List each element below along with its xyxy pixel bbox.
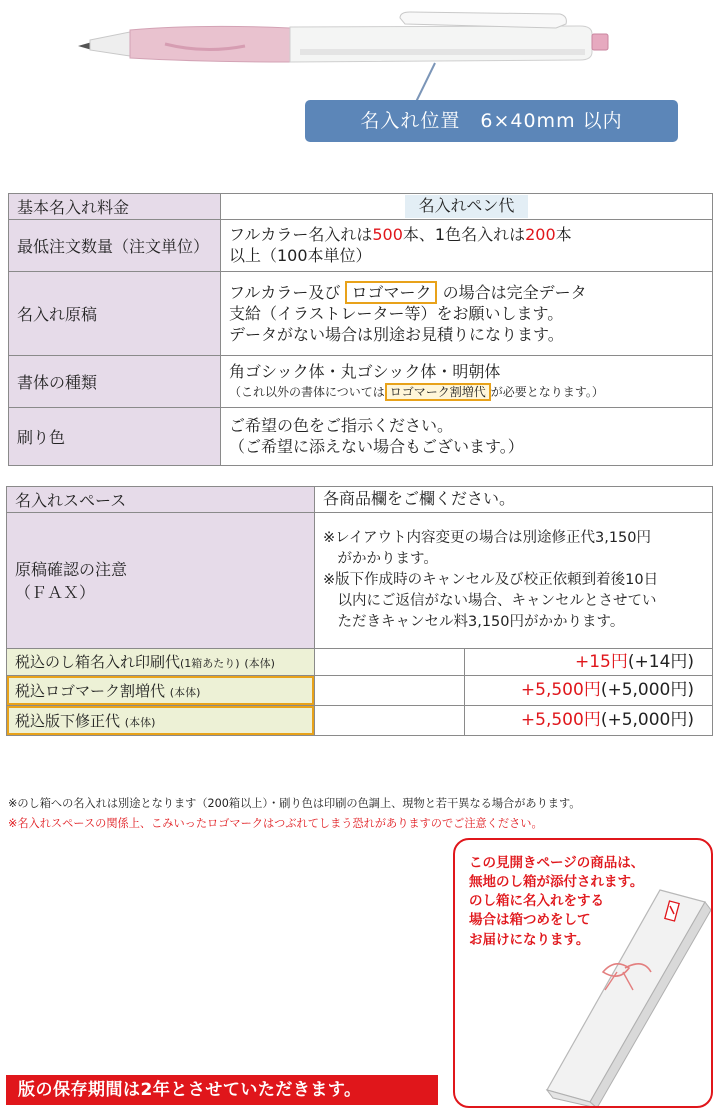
logo-fee-highlight: ロゴマーク割増代 bbox=[385, 383, 491, 401]
font-type-value: 角ゴシック体・丸ゴシック体・明朝体 （これ以外の書体については ロゴマーク割増代 が必要となります。） bbox=[221, 356, 713, 408]
table-row bbox=[9, 356, 713, 408]
pointer-line bbox=[415, 63, 435, 104]
pen-body bbox=[290, 26, 592, 62]
note-noshi: ※のし箱への名入れは別途となります（200箱以上）・刷り色は印刷の色調上、現物と若干異なる場合があります。 bbox=[8, 797, 581, 810]
logo-mark-highlight: ロゴマーク bbox=[345, 281, 437, 304]
row-label: 基本名入れ料金 bbox=[9, 194, 221, 220]
tax-label-logo: 税込ロゴマーク割増代 (本体) bbox=[7, 675, 315, 705]
row-label: 刷り色 bbox=[9, 408, 221, 466]
pen-clip bbox=[400, 12, 566, 28]
row-label: 名入れ原稿 bbox=[9, 272, 221, 356]
table-row bbox=[9, 220, 713, 272]
box-promo-text: この見開きページの商品は、 無地のし箱が添付されます。 のし箱に名入れをする 場合は箱つめをして お届けになります。 bbox=[469, 855, 645, 948]
table-row bbox=[7, 705, 713, 735]
table-row bbox=[9, 194, 713, 220]
imprint-position-label: 名入れ位置 6×40mm 以内 bbox=[305, 100, 678, 142]
note-logo-warning: ※名入れスペースの関係上、こみいったロゴマークはつぶれてしまう恐れがありますのでご注意ください。 bbox=[8, 817, 543, 830]
one-color-qty: 200 bbox=[525, 224, 556, 244]
table-row bbox=[7, 487, 713, 513]
storage-period-banner: 版の保存期間は2年とさせていただきます。 bbox=[6, 1075, 438, 1105]
table-row bbox=[7, 512, 713, 648]
pen-cost-value: 名入れペン代 bbox=[405, 195, 529, 218]
table-row bbox=[9, 272, 713, 356]
pen-area bbox=[0, 0, 720, 150]
table-row bbox=[9, 408, 713, 466]
price-noshi: +15円(+14円) bbox=[465, 648, 713, 675]
row-label: 最低注文数量（注文単位） bbox=[9, 220, 221, 272]
imprint-info-table bbox=[8, 193, 713, 466]
fax-notice-label: 原稿確認の注意 （ＦＡＸ） bbox=[7, 512, 315, 648]
fax-notice-value: ※レイアウト内容変更の場合は別途修正代3,150円 がかかります。 ※版下作成時のキャンセル及び校正依頼到着後10日 以内にご返信がない場合、キャンセルとさせてい ただきキャンセル料3,150円がかかります。 bbox=[315, 512, 713, 648]
pen-grip bbox=[130, 26, 290, 62]
table-row bbox=[7, 648, 713, 675]
artwork-value: フルカラー及び ロゴマーク の場合は完全データ 支給（イラストレーター等）をお願いします。 データがない場合は別途お見積りになります。 bbox=[221, 272, 713, 356]
row-label: 名入れスペース bbox=[7, 487, 315, 513]
full-color-qty: 500 bbox=[372, 224, 403, 244]
price-logo: +5,500円(+5,000円) bbox=[465, 675, 713, 705]
pen-knock bbox=[592, 34, 608, 50]
min-order-value: フルカラー名入れは500本、1色名入れは200本 以上（100本単位） bbox=[221, 220, 713, 272]
tax-label-revision: 税込版下修正代 (本体) bbox=[7, 705, 315, 735]
tax-label-noshi: 税込のし箱名入れ印刷代(1箱あたり) (本体) bbox=[7, 648, 315, 675]
price-revision: +5,500円(+5,000円) bbox=[465, 705, 713, 735]
table-row bbox=[7, 675, 713, 705]
imprint-fee-table bbox=[6, 486, 713, 736]
print-color-value: ご希望の色をご指示ください。 （ご希望に添えない場合もございます。） bbox=[221, 408, 713, 466]
noshi-box-promo bbox=[453, 838, 713, 1108]
row-label: 書体の種類 bbox=[9, 356, 221, 408]
space-value: 各商品欄をご欄ください。 bbox=[315, 487, 713, 513]
